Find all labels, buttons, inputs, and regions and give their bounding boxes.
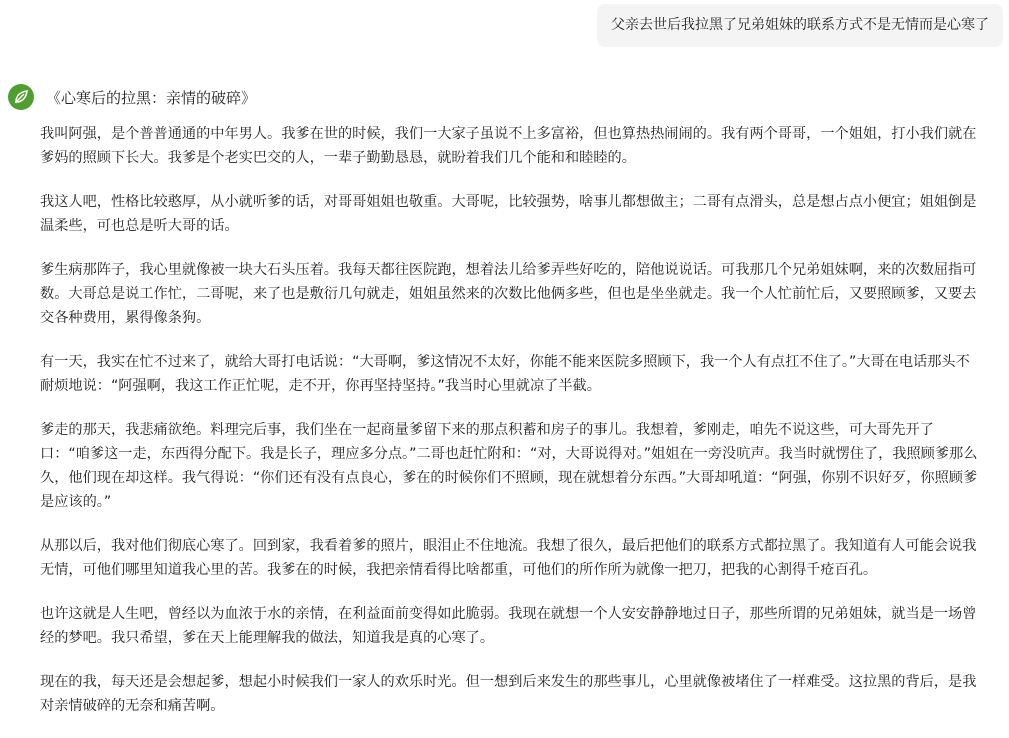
paragraph: 从那以后，我对他们彻底心寒了。回到家，我看着爹的照片，眼泪止不住地流。我想了很久，最后把他们的联系方式都拉黑了。我知道有人可能会说我无情，可他们哪里知道我心里的苦。我爹在的时候，我把亲情看得比啥都重，可他们的所作所为就像一把刀，把我的心割得千疮百孔。: [40, 538, 977, 578]
paragraph: 现在的我，每天还是会想起爹，想起小时候我们一家人的欢乐时光。但一想到后来发生的那些事儿，心里就像被堵住了一样难受。这拉黑的背后，是我对亲情破碎的无奈和痛苦啊。: [40, 674, 977, 714]
paragraph: 我叫阿强，是个普普通通的中年男人。我爹在世的时候，我们一大家子虽说不上多富裕，但也算热热闹闹的。我有两个哥哥，一个姐姐，打小我们就在爹妈的照顾下长大。我爹是个老实巴交的人，一辈子勤勤恳恳，就盼着我们几个能和和睦睦的。: [40, 126, 977, 166]
paragraph: 也许这就是人生吧，曾经以为血浓于水的亲情，在利益面前变得如此脆弱。我现在就想一个人安安静静地过日子，那些所谓的兄弟姐妹，就当是一场曾经的梦吧。我只希望，爹在天上能理解我的做法，知道我是真的心寒了。: [40, 606, 977, 646]
paragraph: 爹走的那天，我悲痛欲绝。料理完后事，我们坐在一起商量爹留下来的那点积蓄和房子的事儿。我想着，爹刚走，咱先不说这些，可大哥先开了口：“咱爹这一走，东西得分配下。我是长子，理应多分点。”二哥也赶忙附和：“对，大哥说得对。”姐姐在一旁没吭声。我当时就愣住了，我照顾爹那么久，他们现在却这样。我气得说：“你们还有没有点良心，爹在的时候你们不照顾，现在就想着分东西。”大哥却吼道：“阿强，你别不识好歹，你照顾爹是应该的。”: [40, 422, 978, 510]
paragraph: 爹生病那阵子，我心里就像被一块大石头压着。我每天都往医院跑，想着法儿给爹弄些好吃的，陪他说说话。可我那几个兄弟姐妹啊，来的次数屈指可数。大哥总是说工作忙，二哥呢，来了也是敷衍几句就走，姐姐虽然来的次数比他俩多些，但也是坐坐就走。我一个人忙前忙后，又要照顾爹，又要去交各种费用，累得像条狗。: [40, 262, 977, 326]
user-message-bubble: 父亲去世后我拉黑了兄弟姐妹的联系方式不是无情而是心寒了: [597, 4, 1003, 47]
assistant-message-body: [40, 122, 980, 738]
paragraph: 我这人吧，性格比较憨厚，从小就听爹的话，对哥哥姐姐也敬重。大哥呢，比较强势，啥事儿都想做主；二哥有点滑头，总是想占点小便宜；姐姐倒是温柔些，可也总是听大哥的话。: [40, 194, 977, 234]
assistant-message-title: 《心寒后的拉黑：亲情的破碎》: [46, 89, 257, 107]
paragraph: 有一天，我实在忙不过来了，就给大哥打电话说：“大哥啊，爹这情况不太好，你能不能来医院多照顾下，我一个人有点扛不住了。”大哥在电话那头不耐烦地说：“阿强啊，我这工作正忙呢，走不开，你再坚持坚持。”我当时心里就凉了半截。: [40, 354, 970, 394]
sprout-leaf-icon: [8, 84, 34, 110]
user-message-row: [597, 4, 1003, 47]
